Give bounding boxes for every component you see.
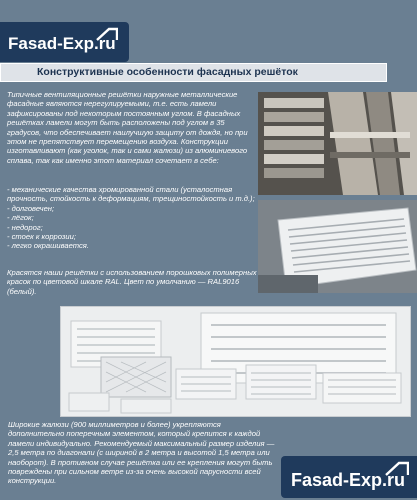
list-item: - легко окрашивается. — [7, 241, 89, 251]
profiles-photo — [258, 92, 417, 195]
list-item: - лёгок; — [7, 213, 34, 223]
logo-bottom[interactable] — [281, 456, 417, 498]
list-item: - стоек к коррозии; — [7, 232, 76, 242]
roof-icon — [385, 461, 409, 476]
title-bar — [0, 63, 387, 82]
list-item: - долговечен; — [7, 203, 55, 213]
reinforcement-paragraph: Широкие жалюзи (900 миллиметров и более) укрепляются дополнительно поперечным элементом, который крепится к каждой ламели индивидуально. Рекомендуемый максимальный размер изделия — 2,5 метра по диагонали (с шириной в 2 метра и высотой 1,5 метра или наоборот). В противном случае решётка или ее крепления могут быть повреждены при сильном ветре из-за очень высокой парусности всей конструкции. — [8, 420, 275, 486]
logo-top[interactable] — [0, 22, 129, 62]
coating-paragraph: Красятся наши решётки с использованием порошковых полимерных красок по цветовой шкале RAL. Цвет по умолчанию — RAL9016 (белый). — [7, 268, 257, 296]
list-item: - недорог; — [7, 222, 43, 232]
features-list — [7, 185, 257, 251]
list-item: - механические качества хромированной стали (усталостная прочность, стойкость к деформациям, трещиностойкость и т.д.); — [7, 185, 255, 204]
grille-photo — [258, 200, 417, 293]
profiles-illustration — [258, 92, 417, 195]
grilles-assortment-photo — [60, 306, 411, 417]
intro-paragraph: Типичные вентиляционные решётки наружные металлические фасадные являются нерегулируемыми, т.е. есть ламели зафиксированы под некоторым постоянным углом. В фасадных решётках ламели могут быть расположены под углом в 35 градусов, что обеспечивает наилучшую защиту от дождя, но при этом не препятствует перемещению воздуха. Конструкции изготавливают (как уголок, так и сами жалюзи) из алюминиевого сплава, так как именно этот материал сочетает в себе: — [7, 90, 248, 165]
roof-icon — [96, 27, 118, 41]
page-title: Конструктивные особенности фасадных решёток — [37, 66, 298, 78]
grille-illustration — [258, 200, 417, 293]
logo-text: Fasad-Exp.ru — [291, 470, 406, 490]
logo-text: Fasad-Exp.ru — [8, 34, 116, 53]
grilles-assortment-illustration — [61, 307, 410, 416]
